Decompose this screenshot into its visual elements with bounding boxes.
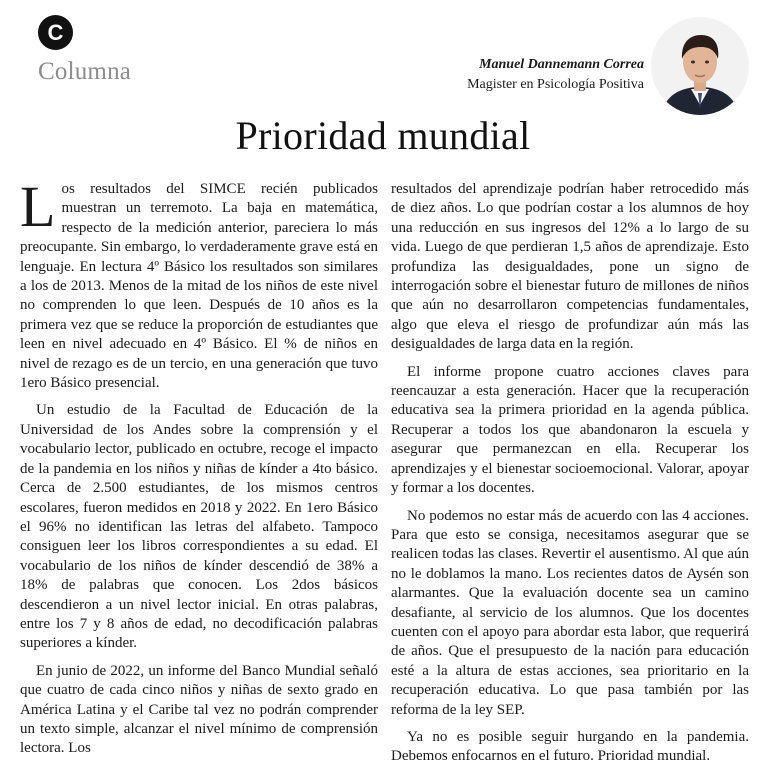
author-portrait-image — [651, 17, 749, 115]
author-title: Magister en Psicología Positiva — [467, 77, 644, 92]
author-block — [467, 55, 644, 95]
article-headline: Prioridad mundial — [235, 113, 531, 158]
author-name: Manuel Dannemann Correa — [479, 57, 644, 72]
paragraph-2: Un estudio de la Facultad de Educación de la Universidad de los Andes sobre la comprensión y el vocabulario lector, publicado en octubre, recoge el impacto de la pandemia en los niños y niñas de kínder a 4to básico. Cerca de 2.500 estudiantes, de los mismos centros escolares, fueron medidos en 2018 y 2022. En 1ero Básico el 96% no identifican las letras del alfabeto. Tampoco consiguen leer los libros correspondientes a su edad. El vocabulario de los niños de kínder descendió de 38% a 18% de palabras que conocen. Los 2dos básicos descendieron a un nivel lector inicial. En otras palabras, entre los 7 y 8 años de edad, no decodificación palabras superiores a kínder. — [20, 402, 378, 652]
paragraph-4: El informe propone cuatro acciones claves para reencauzar a esta generación. Hacer que la recuperación educativa sea la primera prioridad en la agenda pública. Recuperar a todos los que abandonaron la escuela y asegurar que permanezcan en ella. Recuperar los aprendizajes y el bienestar socioemocional. Valorar, apoyar y formar a los docentes. — [391, 363, 749, 497]
article-column-left — [20, 174, 378, 767]
paragraph-3-start: En junio de 2022, un informe del Banco Mundial señaló que cuatro de cada cinco niños y niñas de sexto grado en América Latina y el Caribe tal vez no podrán comprender un texto simple, alcanzar el nivel mínimo de comprensión lectora. Los — [20, 662, 378, 757]
drop-cap: L — [20, 174, 56, 239]
paragraph-5: No podemos no estar más de acuerdo con las 4 acciones. Para que esto se consiga, necesitamos asegurar que se realicen todas las clases. Revertir el ausentismo. Al que aún no le doblamos la mano. Los recientes datos de Aysén son alarmantes. Que la evaluación docente sea un camino desafiante, al servicio de los alumnos. Que los docentes cuenten con el apoyo para abordar esta labor, que requerirá de años. Que el presupuesto de la nación para educación esté a la altura de estas acciones, sea prioritario en la recuperación educativa. Lo que pasa también por las reforma de la ley SEP. — [391, 507, 749, 718]
paragraph-3-end: resultados del aprendizaje podrían haber retrocedido más de diez años. Lo que podrían costar a los alumnos de hoy una reducción en sus ingresos del 12% a lo largo de su vida. Luego de que perdieran 1,5 años de aprendizaje. Esto profundiza las desigualdades, pone un signo de interrogación sobre el bienestar futuro de millones de niños que aún no desarrollaron competencias fundamentales, algo que eleva el riesgo de profundizar aún más las desigualdades de larga data en la región. — [391, 181, 749, 353]
paragraph-1 — [20, 174, 378, 393]
section-label: Columna — [38, 58, 132, 85]
paragraph-1-text: os resultados del SIMCE recién publicados muestran un terremoto. La baja en matemática, respecto de la medición anterior, pareciera lo más preocupante. Sin embargo, lo verdaderamente grave está en lenguaje. En lectura 4º Básico los resultados son similares a los de 2013. Menos de la mitad de los niños de este nivel no comprenden lo que leen. Después de 10 años es la primera vez que se reduce la proporción de estudiantes que leen en nivel adecuado en 4º Básico. El % de niños en nivel de rezago es de un tercio, en una generación que tuvo 1ero Básico presencial. — [20, 181, 378, 392]
paragraph-6: Ya no es posible seguir hurgando en la pandemia. Debemos enfocarnos en el futuro. Prioridad mundial. — [391, 728, 749, 765]
column-badge: C — [38, 15, 73, 50]
article-column-right — [391, 180, 749, 775]
author-portrait — [651, 17, 749, 115]
